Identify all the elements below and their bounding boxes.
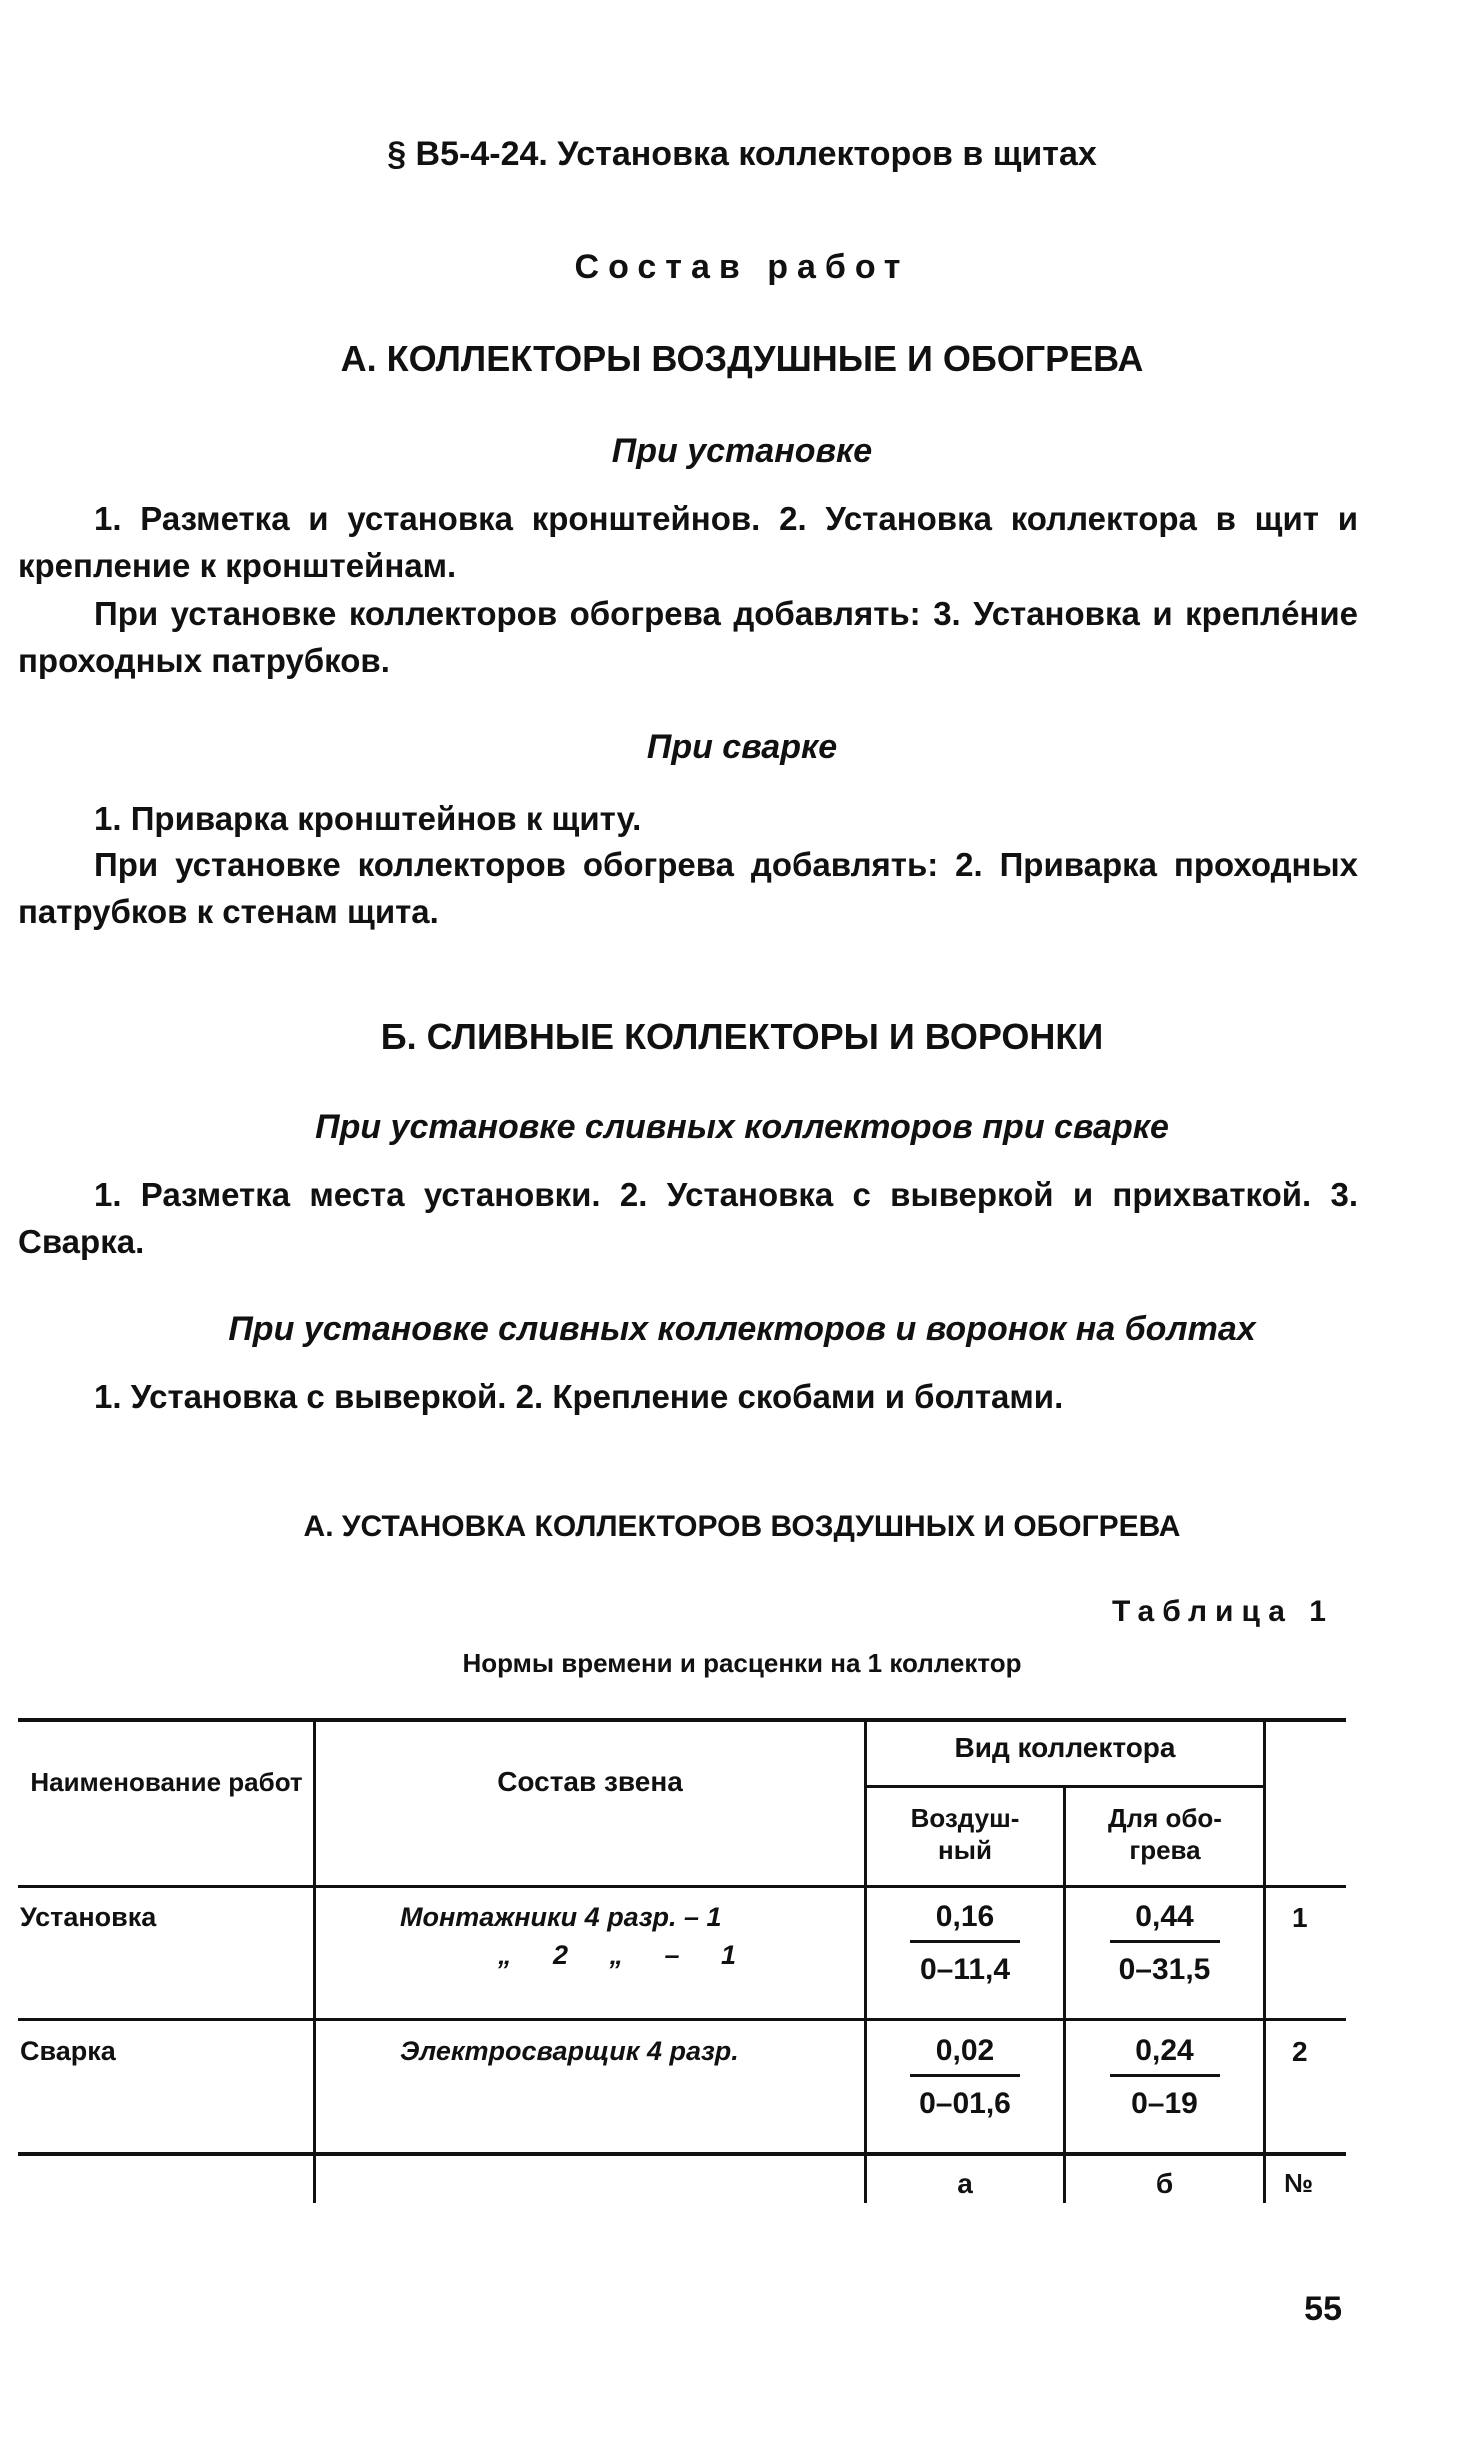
part-b-sub1: При установке сливных коллекторов при сварке	[315, 1108, 1169, 1146]
composition-title: Состав работ	[574, 248, 910, 286]
header-air: Воздуш-ный	[910, 1803, 1020, 1865]
row-2-heating-norm: 0,24	[1135, 2034, 1194, 2067]
header-collector-type: Вид коллектора	[954, 1732, 1176, 1763]
page-number: 55	[1304, 2290, 1342, 2328]
row-2-air-norm: 0,02	[935, 2034, 995, 2067]
part-b-sub2-paragraph-1: 1. Установка с выверкой. 2. Крепление скобами и болтами.	[94, 1378, 1064, 1415]
footer-col-num: №	[1284, 2168, 1313, 2198]
footer-col-b: б	[1155, 2168, 1174, 2199]
table-section-heading: А. УСТАНОВКА КОЛЛЕКТОРОВ ВОЗДУШНЫХ И ОБОГРЕВА	[303, 1510, 1181, 1543]
part-a-sub1-paragraph-2: При установке коллекторов обогрева добавлять: 3. Установка и креплéние проходных патрубков.	[18, 595, 1358, 679]
table-header-rule	[18, 1885, 1346, 1888]
table-vrule-3	[1063, 1785, 1066, 2203]
row-1-air-norm: 0,16	[935, 1900, 995, 1933]
section-title: § B5-4-24. Установка коллекторов в щитах	[387, 135, 1097, 173]
row-1-number: 1	[1292, 1902, 1308, 1933]
table-row-rule	[18, 2018, 1346, 2021]
row-2-crew-line-1: Электросварщик 4 разр.	[400, 2036, 739, 2066]
row-1-air-price: 0–11,4	[919, 1953, 1011, 1986]
part-b-sub1-paragraph-1: 1. Разметка места установки. 2. Установка с выверкой и прихваткой. 3. Сварка.	[18, 1176, 1358, 1260]
row-2-number: 2	[1292, 2036, 1308, 2067]
row-2-air-value	[867, 2034, 1063, 2121]
header-crew: Состав звена	[497, 1766, 683, 1797]
part-a-sub1: При установке	[611, 432, 873, 470]
row-1-heating-price: 0–31,5	[1118, 1953, 1211, 1986]
part-a-sub1-paragraph-1: 1. Разметка и установка кронштейнов. 2. Установка коллектора в щит и крепление к кронштейнам.	[18, 500, 1358, 584]
row-1-heating-value	[1066, 1900, 1263, 1987]
table-caption: Нормы времени и расценки на 1 коллектор	[462, 1648, 1022, 1678]
table-top-rule	[18, 1718, 1346, 1722]
part-a-sub2-paragraph-2: При установке коллекторов обогрева добавлять: 2. Приварка проходных патрубков к стенам щита.	[18, 846, 1358, 930]
footer-col-a: а	[957, 2168, 973, 2199]
header-work-name: Наименование работ	[30, 1767, 303, 1797]
part-b-sub2: При установке сливных коллекторов и воронок на болтах	[228, 1310, 1256, 1348]
row-2-air-price: 0–01,6	[919, 2087, 1011, 2120]
row-1-name: Установка	[20, 1902, 157, 1932]
row-2-name: Сварка	[20, 2036, 116, 2066]
row-2-heating-value	[1066, 2034, 1263, 2121]
table-vrule-4	[1263, 1718, 1266, 2203]
row-1-heating-norm: 0,44	[1135, 1900, 1194, 1933]
row-1-air-value	[867, 1900, 1063, 1987]
header-heating: Для обо-грева	[1108, 1803, 1222, 1865]
part-a-heading: А. КОЛЛЕКТОРЫ ВОЗДУШНЫЕ И ОБОГРЕВА	[340, 338, 1144, 379]
row-1-crew-line-2: „ 2 „ – 1	[498, 1940, 737, 1970]
table-bottom-rule	[18, 2152, 1346, 2156]
part-a-sub2: При сварке	[646, 728, 838, 766]
row-2-heating-price: 0–19	[1131, 2087, 1198, 2120]
row-1-crew-line-1: Монтажники 4 разр. – 1	[400, 1902, 722, 1932]
part-a-sub2-paragraph-1: 1. Приварка кронштейнов к щиту.	[94, 800, 642, 837]
part-b-heading: Б. СЛИВНЫЕ КОЛЛЕКТОРЫ И ВОРОНКИ	[380, 1016, 1104, 1057]
table-label: Таблица 1	[1111, 1595, 1334, 1628]
